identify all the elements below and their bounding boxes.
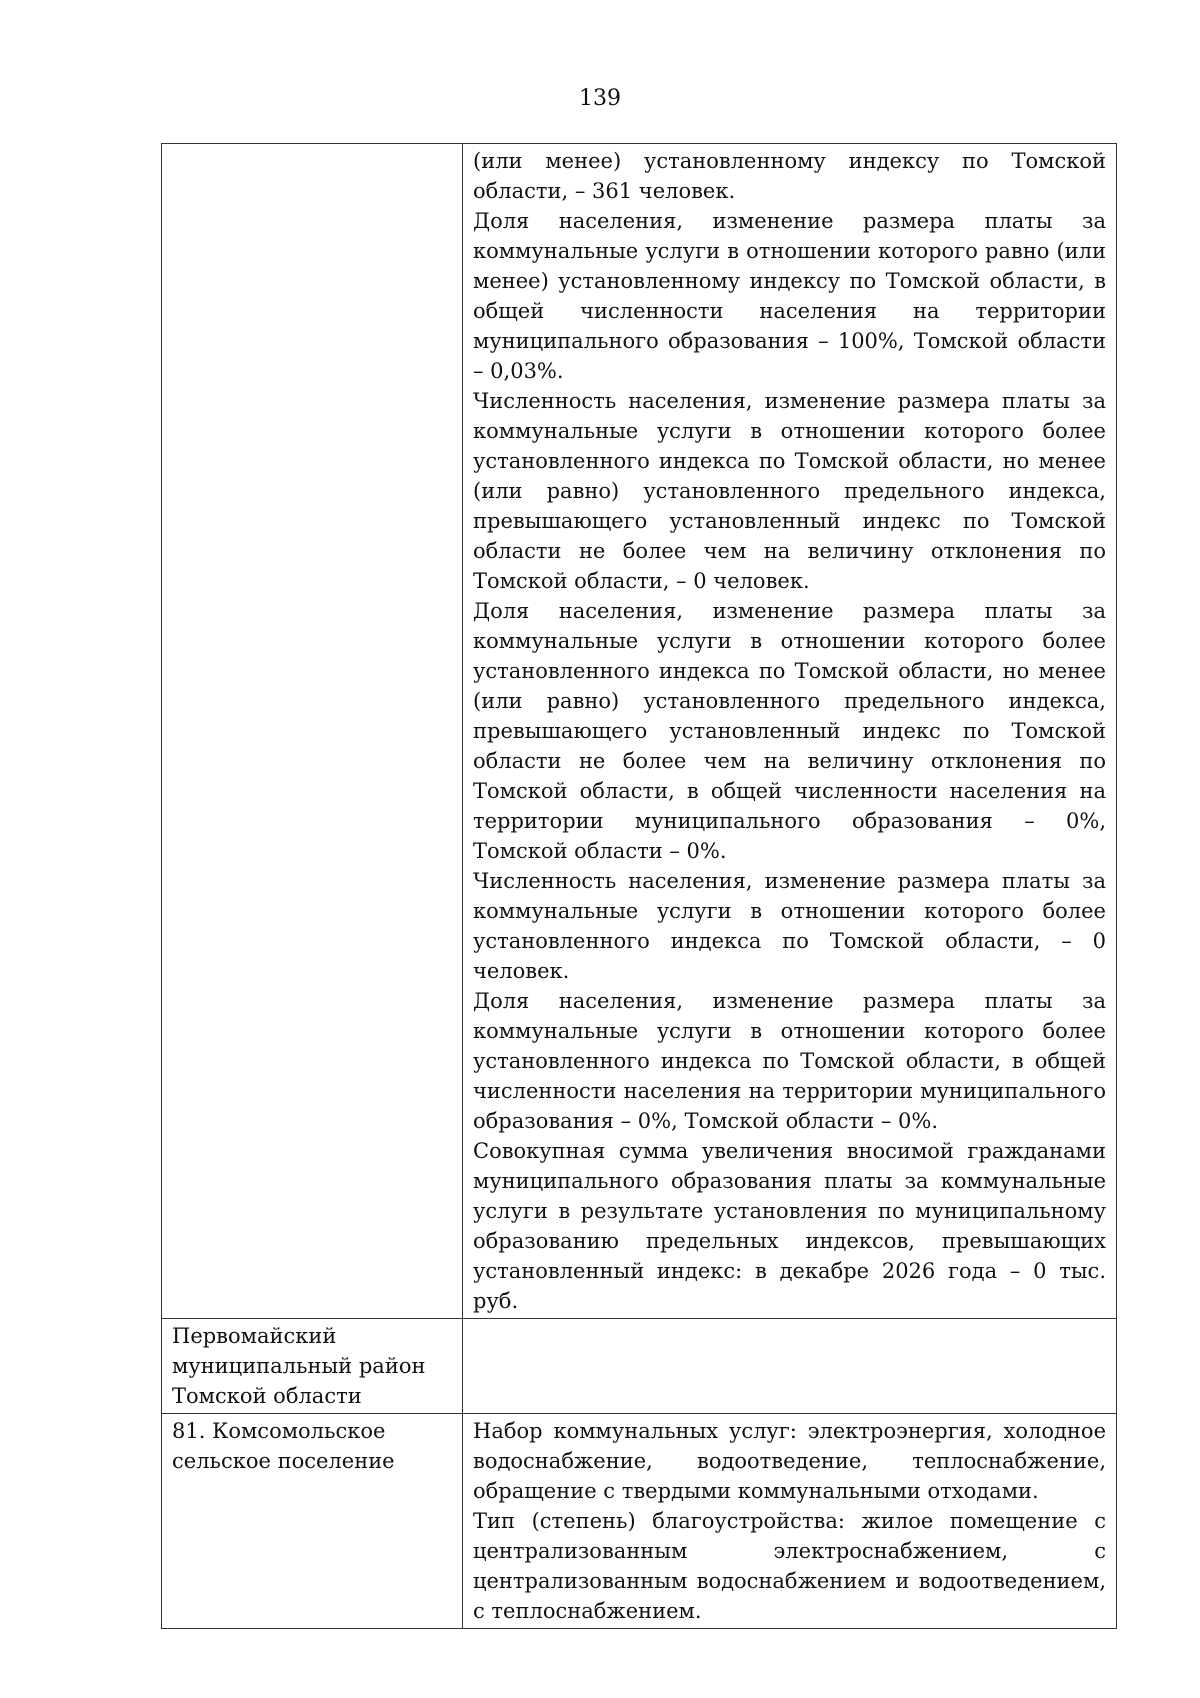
municipality-name: Первомайский муниципальный район Томской области	[172, 1324, 426, 1408]
description-paragraph: Тип (степень) благоустройства: жилое помещение с централизованным электроснабжением, с централизованным водоснабжением и водоотведением, с теплоснабжением.	[473, 1509, 1106, 1623]
municipality-name-cell	[162, 144, 463, 1319]
description-cell	[463, 144, 1117, 1319]
page-number: 139	[579, 86, 621, 111]
municipality-name-cell	[162, 1414, 463, 1629]
table-row	[162, 1319, 1117, 1414]
description-paragraph: Доля населения, изменение размера платы за коммунальные услуги в отношении которого равно (или менее) установленному индексу по Томской области, в общей численности населения на территории муниципального образования – 100%, Томской области – 0,03%.	[473, 209, 1106, 383]
municipality-name: 81. Комсомольское сельское поселение	[172, 1419, 395, 1473]
description-paragraph: Доля населения, изменение размера платы за коммунальные услуги в отношении которого более установленного индекса по Томской области, но менее (или равно) установленного предельного индекса, превышающего установленный индекс по Томской области не более чем на величину отклонения по Томской области, в общей численности населения на территории муниципального образования – 0%, Томской области – 0%.	[473, 599, 1106, 863]
description-paragraph: Численность населения, изменение размера платы за коммунальные услуги в отношении которого более установленного индекса по Томской области, но менее (или равно) установленного предельного индекса, превышающего установленный индекс по Томской области не более чем на величину отклонения по Томской области, – 0 человек.	[473, 389, 1106, 593]
description-paragraph: Доля населения, изменение размера платы за коммунальные услуги в отношении которого более установленного индекса по Томской области, в общей численности населения на территории муниципального образования – 0%, Томской области – 0%.	[473, 989, 1106, 1133]
description-cell	[463, 1319, 1117, 1414]
description-cell	[463, 1414, 1117, 1629]
description-paragraph: Совокупная сумма увеличения вносимой гражданами муниципального образования платы за коммунальные услуги в результате установления по муниципальному образованию предельных индексов, превышающих установленный индекс: в декабре 2026 года – 0 тыс. руб.	[473, 1139, 1106, 1313]
description-paragraph: Набор коммунальных услуг: электроэнергия, холодное водоснабжение, водоотведение, теплоснабжение, обращение с твердыми коммунальными отходами.	[473, 1419, 1106, 1503]
municipal-table	[161, 143, 1117, 1629]
municipality-name-cell	[162, 1319, 463, 1414]
table-row	[162, 144, 1117, 1319]
table-row	[162, 1414, 1117, 1629]
description-paragraph: Численность населения, изменение размера платы за коммунальные услуги в отношении которого более установленного индекса по Томской области, – 0 человек.	[473, 869, 1106, 983]
description-paragraph: (или менее) установленному индексу по Томской области, – 361 человек.	[473, 149, 1106, 203]
